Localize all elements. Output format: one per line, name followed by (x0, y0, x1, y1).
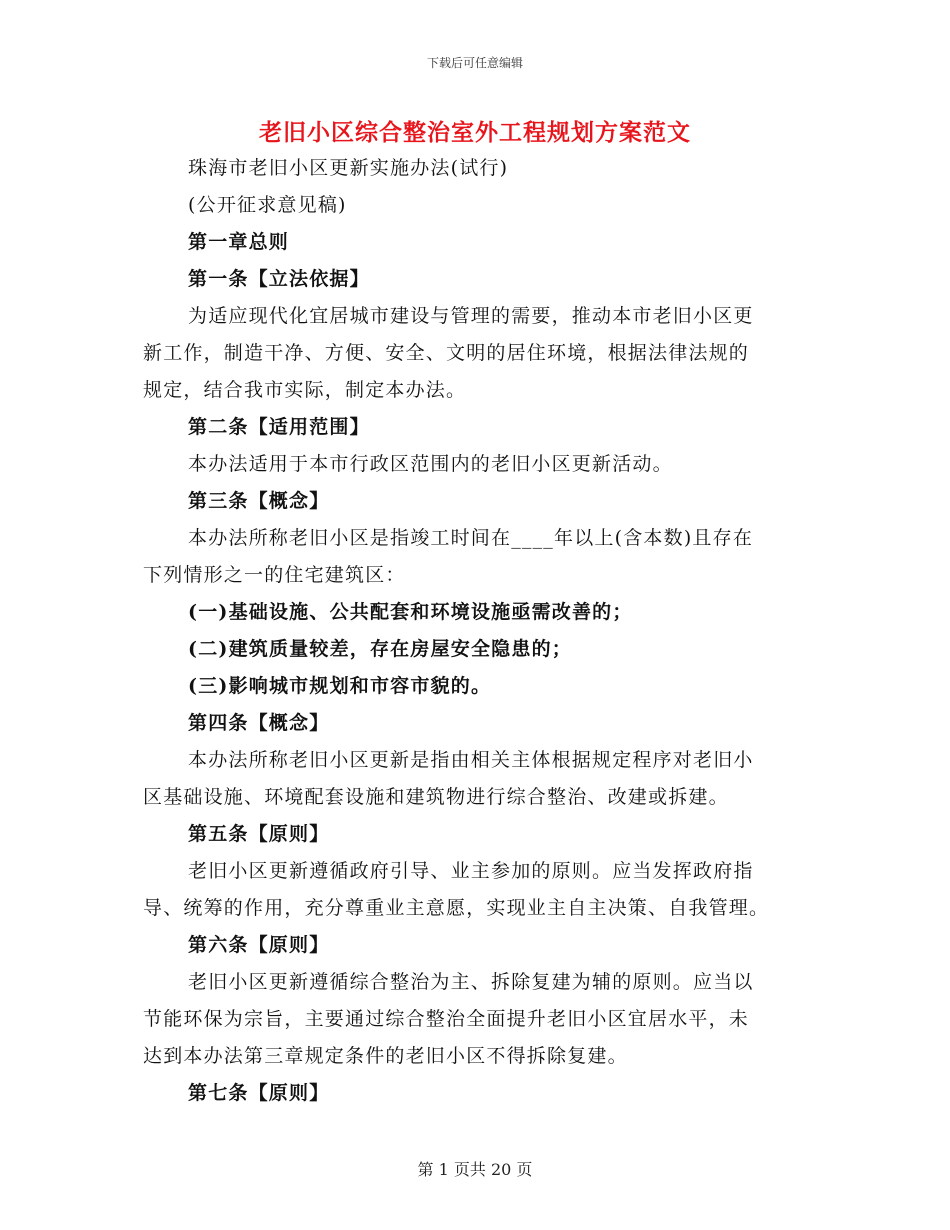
paragraph-line: 老旧小区更新遵循综合整治为主、拆除复建为辅的原则。应当以 (188, 971, 754, 993)
paragraph-line: 新工作，制造干净、方便、安全、文明的居住环境，根据法律法规的 (143, 342, 750, 364)
paragraph-line: 老旧小区更新遵循政府引导、业主参加的原则。应当发挥政府指 (188, 860, 754, 882)
section-heading: (一)基础设施、公共配套和环境设施亟需改善的； (188, 601, 633, 623)
paragraph-line: 本办法适用于本市行政区范围内的老旧小区更新活动。 (188, 453, 673, 475)
page-footer: 第 1 页共 20 页 (417, 1160, 533, 1179)
section-heading: (三)影响城市规划和市容市貌的。 (188, 675, 492, 697)
section-heading: 第五条【原则】 (188, 823, 330, 845)
document-title: 老旧小区综合整治室外工程规划方案范文 (259, 119, 691, 146)
section-heading: 第一章总则 (188, 231, 290, 253)
paragraph-line: (公开征求意见稿) (188, 194, 347, 216)
document-body (143, 150, 803, 1112)
section-heading: (二)建筑质量较差，存在房屋安全隐患的； (188, 638, 572, 660)
paragraph-line: 区基础设施、环境配套设施和建筑物进行综合整治、改建或拆建。 (143, 786, 729, 808)
paragraph-line: 珠海市老旧小区更新实施办法(试行) (188, 157, 509, 179)
paragraph-line: 本办法所称老旧小区更新是指由相关主体根据规定程序对老旧小 (188, 749, 754, 771)
section-heading: 第三条【概念】 (188, 490, 330, 512)
paragraph-line: 本办法所称老旧小区是指竣工时间在____年以上(含本数)且存在 (188, 527, 754, 549)
section-heading: 第七条【原则】 (188, 1082, 330, 1104)
section-heading: 第六条【原则】 (188, 934, 330, 956)
section-heading: 第四条【概念】 (188, 712, 330, 734)
paragraph-line: 导、统筹的作用，充分尊重业主意愿，实现业主自主决策、自我管理。 (143, 897, 770, 919)
paragraph-line: 下列情形之一的住宅建筑区： (143, 564, 406, 586)
paragraph-line: 节能环保为宗旨，主要通过综合整治全面提升老旧小区宜居水平，未 (143, 1008, 750, 1030)
paragraph-line: 规定，结合我市实际，制定本办法。 (143, 379, 467, 401)
section-heading: 第二条【适用范围】 (188, 416, 370, 438)
paragraph-line: 为适应现代化宜居城市建设与管理的需要，推动本市老旧小区更 (188, 305, 754, 327)
section-heading: 第一条【立法依据】 (188, 268, 370, 290)
paragraph-line: 达到本办法第三章规定条件的老旧小区不得拆除复建。 (143, 1045, 628, 1067)
header-note: 下载后可任意编辑 (426, 56, 523, 70)
